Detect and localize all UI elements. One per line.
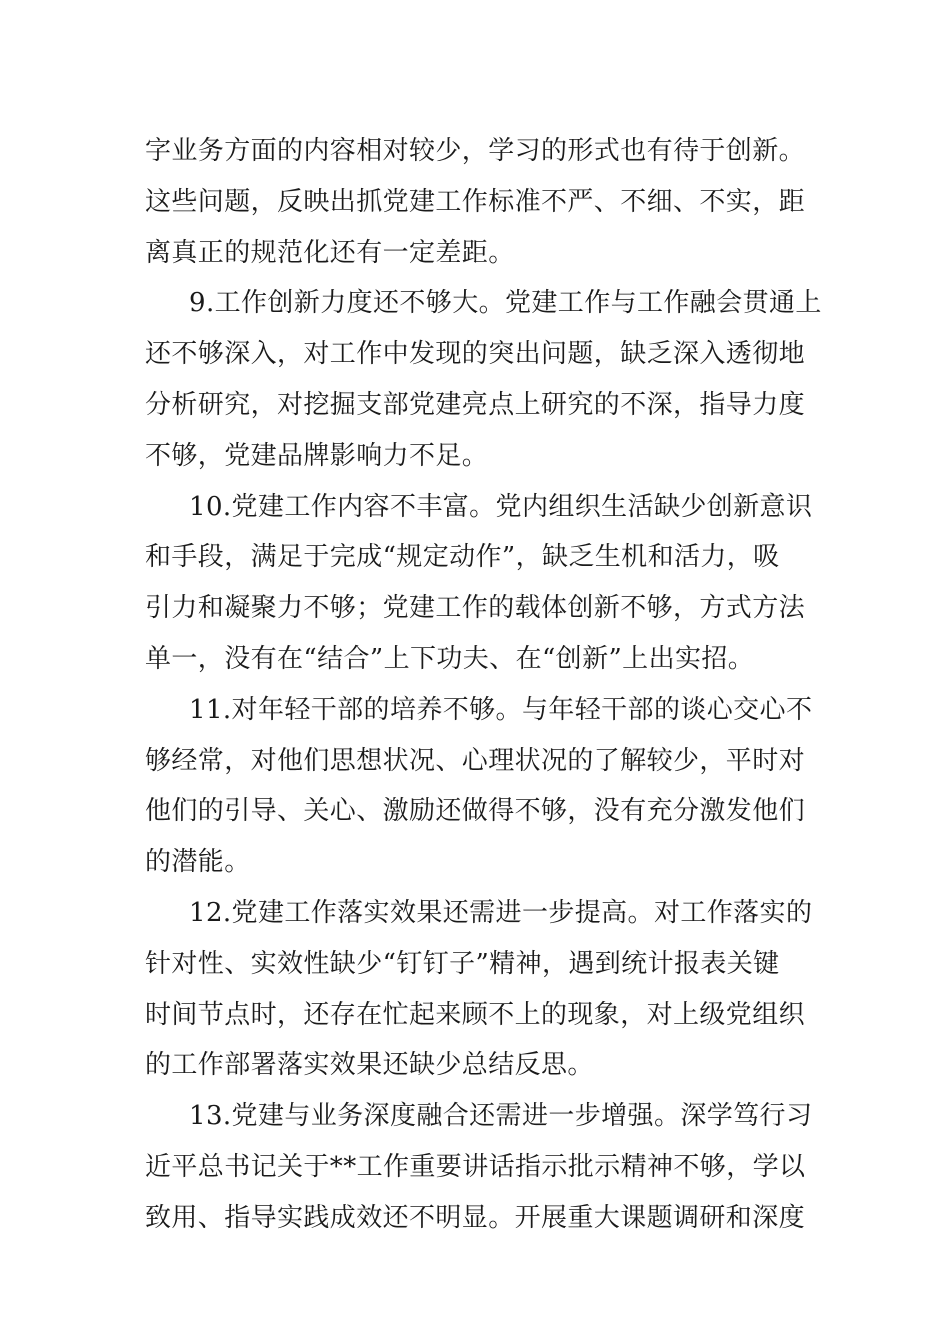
document-body: [145, 126, 822, 1244]
text-line-item-12: 12.党建工作落实效果还需进一步提高。对工作落实的: [189, 897, 813, 928]
text-line: 不够，党建品牌影响力不足。: [145, 440, 489, 471]
text-line: 离真正的规范化还有一定差距。: [145, 237, 515, 268]
text-line: 单一，没有在“结合”上下功夫、在“创新”上出实招。: [145, 643, 755, 674]
text-line-item-10: 10.党建工作内容不丰富。党内组织生活缺少创新意识: [189, 491, 813, 522]
text-line-item-11: 11.对年轻干部的培养不够。与年轻干部的谈心交心不: [189, 694, 813, 725]
text-line: 这些问题，反映出抓党建工作标准不严、不细、不实，距: [145, 186, 806, 217]
text-line-item-13: 13.党建与业务深度融合还需进一步增强。深学笃行习: [189, 1101, 813, 1132]
text-line: 和手段，满足于完成“规定动作”，缺乏生机和活力，吸: [145, 542, 780, 573]
text-line: 近平总书记关于**工作重要讲话指示批示精神不够，学以: [145, 1151, 806, 1182]
text-line: 针对性、实效性缺少“钉钉子”精神，遇到统计报表关键: [145, 948, 780, 979]
text-line: 字业务方面的内容相对较少，学习的形式也有待于创新。: [145, 136, 806, 166]
text-line-item-9: 9.工作创新力度还不够大。党建工作与工作融会贯通上: [189, 288, 822, 319]
text-line: 还不够深入，对工作中发现的突出问题，缺乏深入透彻地: [145, 339, 806, 370]
text-line: 他们的引导、关心、激励还做得不够，没有充分激发他们: [145, 796, 806, 827]
text-line: 的潜能。: [145, 847, 251, 878]
text-line: 引力和凝聚力不够；党建工作的载体创新不够，方式方法: [145, 593, 806, 624]
text-line: 时间节点时，还存在忙起来顾不上的现象，对上级党组织: [145, 999, 806, 1030]
text-line: 致用、指导实践成效还不明显。开展重大课题调研和深度: [145, 1202, 806, 1233]
text-line: 分析研究，对挖掘支部党建亮点上研究的不深，指导力度: [145, 389, 806, 420]
text-line: 的工作部署落实效果还缺少总结反思。: [145, 1050, 594, 1081]
text-line: 够经常，对他们思想状况、心理状况的了解较少，平时对: [145, 745, 806, 776]
